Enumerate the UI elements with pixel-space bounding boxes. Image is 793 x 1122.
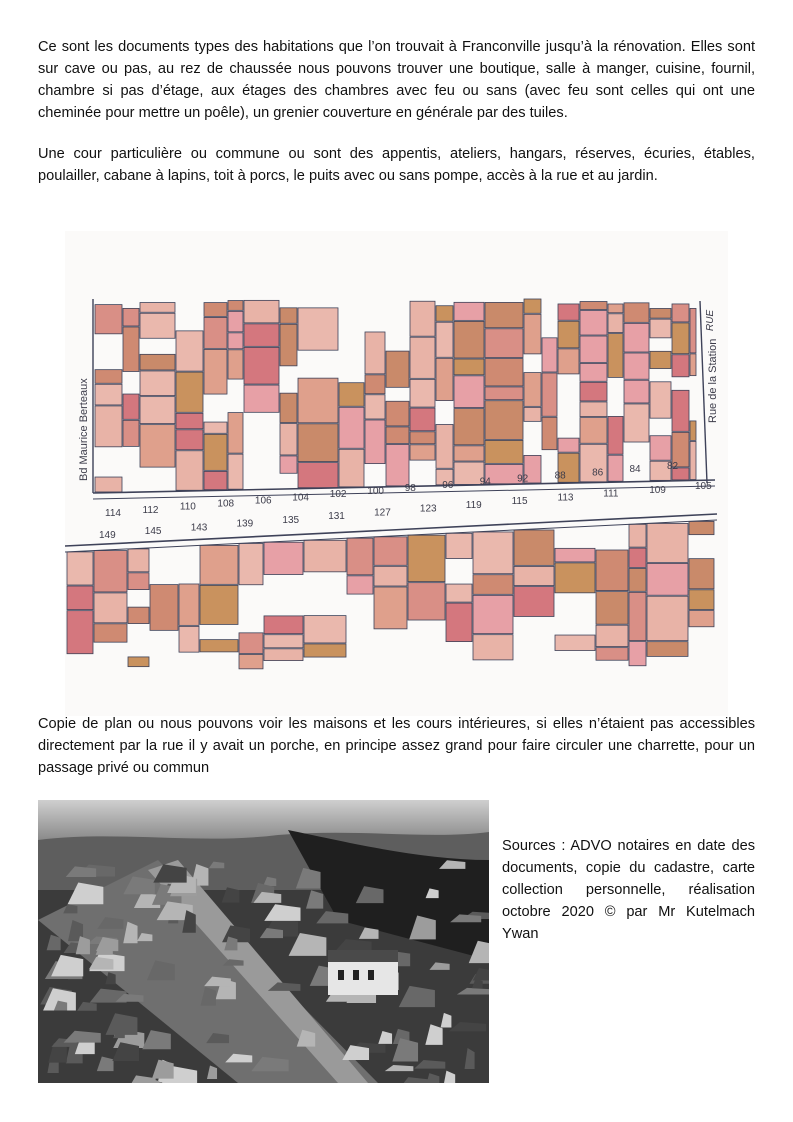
plot [555,635,595,650]
plot [689,590,714,610]
plot [647,563,688,595]
plot [608,304,623,313]
plot [608,334,623,378]
plot [596,625,628,646]
plot [386,401,409,426]
plot [365,375,385,394]
plot [436,358,453,400]
plot [410,445,435,460]
plot [689,521,714,534]
plot [485,387,523,400]
plot [689,611,714,627]
plot [228,454,243,489]
plot [347,576,373,594]
plan-caption: Copie de plan ou nous pouvons voir les maisons et les cours intérieures, si elles n’étaient pas accessibles directement par la rue il y avait un porche, en principe assez grand pour faire circuler une charrette, pour un passage privé ou commun [38,716,755,776]
plot [304,540,346,572]
aerial-photograph [38,800,489,1083]
plot [524,299,541,313]
plot [410,337,435,378]
plot [94,624,127,642]
plot [454,359,484,375]
plot [514,566,554,585]
plot [95,406,122,447]
house-number: 135 [282,514,300,526]
plot [140,303,175,313]
plot [454,302,484,320]
house-number: 111 [603,488,619,500]
plot [244,324,279,346]
plot [228,350,243,379]
house-number: 106 [254,495,272,507]
plot [647,596,688,640]
plot [690,421,696,440]
house-number: 82 [667,461,679,472]
plot [204,349,227,394]
plot [580,302,607,310]
street-label-right: Rue de la Station [707,338,719,423]
plot [473,635,513,660]
plot [204,434,227,470]
plot [123,327,139,372]
plot [580,336,607,362]
plot [558,304,579,320]
plot [608,416,623,454]
plot [596,648,628,661]
sources-note: Sources : ADVO notaires en date des documents, copie du cadastre, carte collection personnelle, réalisation octobre 2020 © par Mr Kutelmach Ywan [502,838,755,942]
plot [689,559,714,589]
plot [365,395,385,419]
plot [365,332,385,374]
plot [629,524,646,547]
plot [204,471,227,489]
plot [374,566,407,586]
plot [542,417,557,449]
plot [204,303,227,317]
plot [179,584,199,625]
house-number: 119 [465,499,482,511]
house-number: 92 [517,473,529,485]
plot [239,654,263,668]
plot [95,370,122,384]
street-label-rue: RUE [705,309,716,331]
plot [280,424,297,455]
plot [339,383,364,407]
plot [629,642,646,666]
plot [485,440,523,463]
house-number: 84 [629,464,641,476]
street-label-left: Bd Maurice Berteaux [78,378,90,481]
plot [239,543,263,584]
plot [555,563,595,593]
plot [123,308,139,326]
plot [67,586,93,610]
house-number: 123 [419,503,437,515]
house-number: 139 [236,518,254,530]
plot [596,592,628,625]
plot [339,407,364,448]
plot [128,549,149,572]
plot [555,548,595,562]
house-number: 145 [144,526,162,538]
house-number: 114 [105,508,121,519]
plot [408,535,445,581]
house-number: 94 [479,476,491,488]
plot [176,372,203,412]
plot [140,425,175,467]
plot [650,351,671,368]
plot [454,376,484,408]
plot [624,323,649,352]
plot [542,338,557,372]
plot [558,438,579,452]
plot [374,587,407,629]
plot [298,424,338,462]
plot [140,371,175,396]
plot [473,575,513,595]
plot [347,538,373,575]
plot [624,380,649,403]
plot [596,550,628,591]
house-number: 98 [404,482,416,494]
plot [128,607,149,623]
plot [298,463,338,488]
house-number: 108 [217,498,235,510]
plot [473,532,513,574]
plot [446,533,472,558]
house-number: 113 [557,492,574,504]
house-number: 112 [142,504,159,516]
plot [304,644,346,657]
plot [228,333,243,349]
plot [280,324,297,366]
plot [140,397,175,424]
plot [580,382,607,401]
plot [200,585,238,624]
plot [386,427,409,444]
plot [650,308,671,318]
plot [95,477,122,492]
plot [176,430,203,450]
plot [524,407,541,421]
plot [650,436,671,460]
plot [176,331,203,371]
plot [228,301,243,311]
plot [650,382,671,418]
plot [629,548,646,567]
plot [524,373,541,407]
house-number: 96 [442,479,454,491]
plot [244,300,279,322]
plot [580,311,607,336]
house-number: 127 [374,507,391,519]
plot [280,308,297,323]
plot [672,390,689,431]
plot [264,649,303,661]
house-number: 110 [179,501,196,513]
plot [647,523,688,562]
plot [386,351,409,387]
plot [123,420,139,446]
plot [280,393,297,422]
plot [608,314,623,333]
plot [485,401,523,440]
plot [436,306,453,321]
plot [542,373,557,416]
plot [446,603,472,642]
plot [624,353,649,379]
house-number: 102 [329,489,347,501]
plot [176,451,203,491]
plot [264,542,303,574]
plot [67,552,93,585]
plot [67,611,93,654]
plot [200,545,238,584]
plot [454,446,484,461]
house-number: 143 [190,522,208,534]
plots-north-block [95,299,696,492]
plot [485,302,523,327]
house-number: 88 [554,470,566,482]
house-number: 149 [99,530,116,541]
plot [436,322,453,357]
plot [608,455,623,481]
plot [514,530,554,565]
plot [200,640,238,652]
plot [558,321,579,348]
plot [558,349,579,374]
plot [580,363,607,381]
plot [485,359,523,386]
plot [624,303,649,323]
plot [690,354,696,376]
plot [629,592,646,640]
plot [95,305,122,334]
plot [264,635,303,648]
plot [436,424,453,468]
house-number: 131 [328,511,345,523]
house-number: 115 [511,496,528,508]
plot [408,583,445,620]
courtyard-paragraph: Une cour particulière ou commune ou sont des appentis, ateliers, hangars, réserves, écuries, étables, poulailler, cabane à lapins, toit à porcs, le puits avec ou sans pompe, accès à la rue et au jardin. [38,146,755,184]
plot [280,456,297,473]
plot [524,314,541,354]
plot [647,642,688,657]
plot [446,584,472,602]
plot [228,311,243,332]
plot [244,347,279,384]
plot [473,595,513,633]
house-number: 109 [649,484,666,496]
plot [629,568,646,591]
plot [580,402,607,417]
plot [386,444,409,485]
plot [94,593,127,623]
plot [204,317,227,348]
house-number: 86 [592,467,604,479]
plot [94,551,127,592]
plot [672,323,689,354]
plot [690,441,696,479]
plot [410,379,435,407]
plot [128,573,149,590]
plot [204,422,227,433]
plot [264,616,303,634]
plot [95,384,122,405]
plot [339,449,364,487]
cadastral-plan [65,231,728,716]
house-number: 105 [695,481,712,492]
plot [650,319,671,338]
plot [298,308,338,350]
plot [624,404,649,442]
plot [454,409,484,445]
plot [410,301,435,336]
plot [304,616,346,643]
plot [239,633,263,654]
plot [410,432,435,444]
plot [298,378,338,423]
plot [485,329,523,358]
plot [150,585,178,631]
plot [410,408,435,431]
plot [374,537,407,565]
plot [123,394,139,419]
intro-paragraph: Ce sont les documents types des habitations que l’on trouvait à Franconville jusqu’à la rénovation. Elles sont sur cave ou pas, au rez de chaussée nous pouvons trouver une boutique, salle à manger, cuisine, fournil, chambre si pas d’étage, aux étages des chambres avec feu ou sans (avec feu sont celles qui ont une cheminée pour mettre un poêle), un grenier couverture en générale par des tuiles. [38,39,755,121]
plot [514,587,554,617]
plot [454,321,484,358]
plot [140,354,175,370]
plot [365,420,385,464]
plot [672,304,689,322]
plot [176,413,203,428]
plot [580,418,607,444]
plot [690,308,696,352]
plot [140,313,175,338]
house-number: 100 [367,486,384,498]
plot [128,657,149,667]
plot [228,413,243,454]
plot [672,355,689,377]
plot [244,385,279,412]
plot [179,626,199,652]
house-number: 104 [292,492,309,504]
